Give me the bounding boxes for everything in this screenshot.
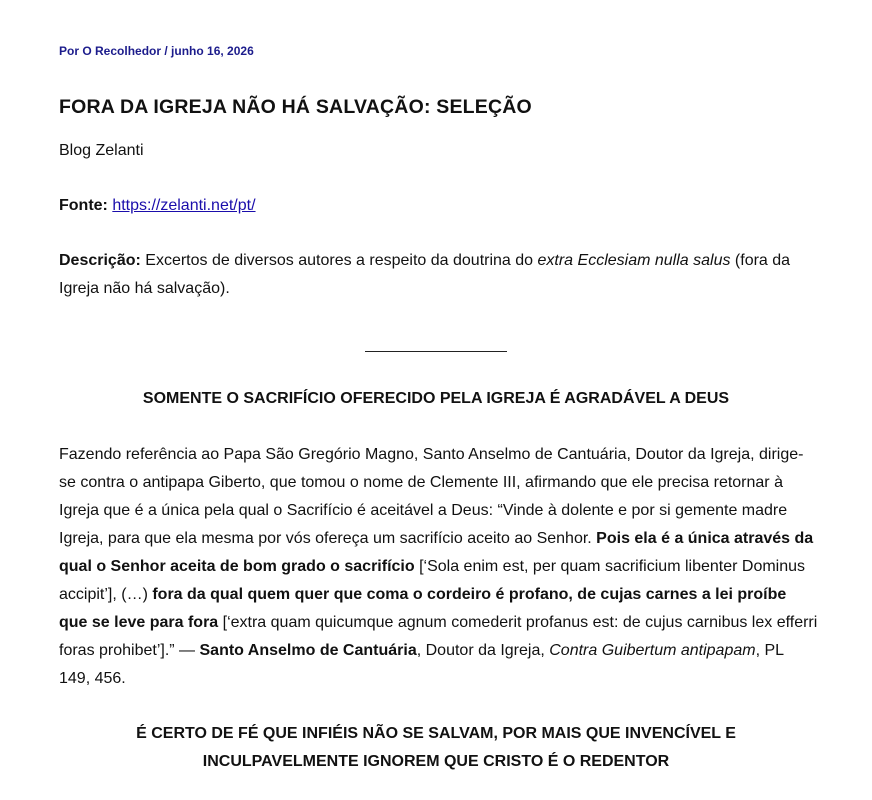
description-label: Descrição: <box>59 252 141 269</box>
source-link[interactable]: https://zelanti.net/pt/ <box>112 197 256 214</box>
post-meta <box>59 44 254 58</box>
paragraph-text-2: [‘Sola enim est, per quam sacrificium libenter Dominus accipit’], (…) <box>59 558 806 603</box>
description-text-b: (fora da Igreja não há salvação). <box>59 252 791 297</box>
separator-rule <box>365 351 507 352</box>
description <box>59 247 819 303</box>
source-line <box>59 192 819 220</box>
section-heading-2 <box>59 720 813 776</box>
meta-separator: / <box>161 44 172 58</box>
paragraph-italic-1: Contra Guibertum antipapam <box>549 642 756 659</box>
section-heading-2-line-1: É CERTO DE FÉ QUE INFIÉIS NÃO SE SALVAM, POR MAIS QUE INVENCÍVEL E <box>136 725 736 742</box>
author-prefix: Por <box>59 44 83 58</box>
description-text-a: Excertos de diversos autores a respeito da doutrina do <box>140 252 538 269</box>
paragraph-bold-2: fora da qual quem quer que coma o cordeiro é profano, de cujas carnes a lei proíbe que se leve para fora <box>59 586 787 631</box>
description-italic: extra Ecclesiam nulla salus <box>537 252 731 269</box>
blog-name: Blog Zelanti <box>59 142 144 159</box>
section-heading-2-line-2: INCULPAVELMENTE IGNOREM QUE CRISTO É O REDENTOR <box>202 753 670 770</box>
paragraph-text-1: Fazendo referência ao Papa São Gregório Magno, Santo Anselmo de Cantuária, Doutor da Igreja, dirige-se contra o antipapa Giberto, que tomou o nome de Clemente III, afirmando que ele precisa retornar à Igreja que é a única pela qual o Sacrifício é aceitável a Deus: “Vinde à dolente e por si gemente madre Igreja, para que ela mesma por vós ofereça um sacrifício aceito ao Senhor. <box>59 446 804 547</box>
paragraph-bold-1: Pois ela é a única através da qual o Senhor aceita de bom grado o sacrifício <box>59 530 814 575</box>
author-link[interactable]: O Recolhedor <box>82 44 162 58</box>
post-date: junho 16, 2026 <box>171 44 254 58</box>
paragraph-bold-3: Santo Anselmo de Cantuária <box>199 642 417 659</box>
section-1-paragraph <box>59 441 819 693</box>
section-heading-1: SOMENTE O SACRIFÍCIO OFERECIDO PELA IGREJA É AGRADÁVEL A DEUS <box>142 390 730 407</box>
paragraph-text-4: , Doutor da Igreja, <box>416 642 550 659</box>
page-title: FORA DA IGREJA NÃO HÁ SALVAÇÃO: SELEÇÃO <box>59 96 532 118</box>
source-label: Fonte: <box>59 197 108 214</box>
paragraph-text-5: , PL 149, 456. <box>59 642 784 687</box>
paragraph-text-3: [‘extra quam quicumque agnum comederit profanus est: de cujus carnibus lex efferri foras prohibet’].” — <box>59 614 818 659</box>
